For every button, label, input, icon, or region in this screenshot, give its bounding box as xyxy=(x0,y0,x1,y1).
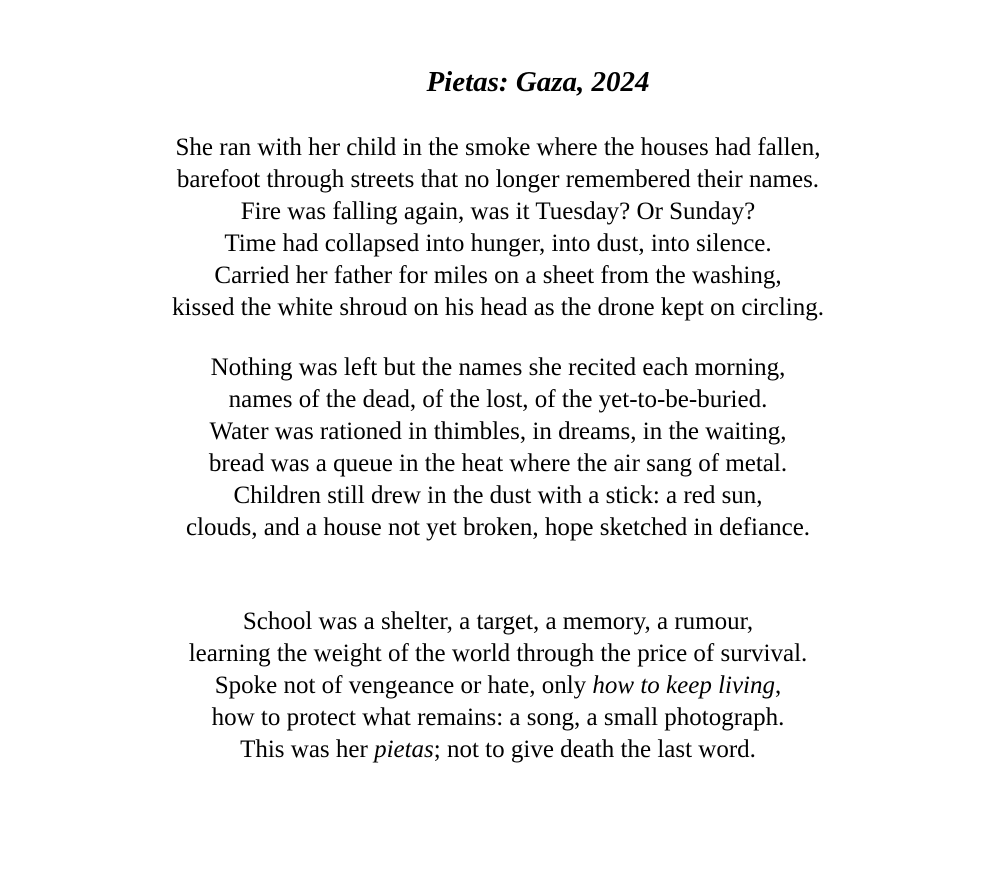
poem-line: Time had collapsed into hunger, into dust, into silence. xyxy=(224,230,772,257)
poem-line: clouds, and a house not yet broken, hope sketched in defiance. xyxy=(185,514,811,541)
stanza-1 xyxy=(0,132,996,324)
stanza-2 xyxy=(0,352,996,544)
line-text: This was her xyxy=(240,736,375,763)
emphasized-text: how to keep living xyxy=(592,672,775,699)
line-text: , xyxy=(775,672,782,699)
poem-line: barefoot through streets that no longer remembered their names. xyxy=(176,166,820,193)
poem-line-with-emphasis xyxy=(0,734,996,766)
poem-line: how to protect what remains: a song, a small photograph. xyxy=(211,704,785,731)
stanza-3 xyxy=(0,606,996,766)
poem-line: kissed the white shroud on his head as the drone kept on circling. xyxy=(172,294,824,321)
line-text: ; not to give death the last word. xyxy=(433,736,756,763)
line-text: Spoke not of vengeance or hate, only xyxy=(214,672,593,699)
poem-line-with-emphasis xyxy=(0,670,996,702)
poem-line: bread was a queue in the heat where the air sang of metal. xyxy=(208,450,788,477)
poem-title: Pietas: Gaza, 2024 xyxy=(426,66,650,98)
poem-line: Nothing was left but the names she recited each morning, xyxy=(210,354,786,381)
poem-line: Fire was falling again, was it Tuesday? Or Sunday? xyxy=(240,198,756,225)
poem-line: learning the weight of the world through the price of survival. xyxy=(188,640,808,667)
poem-line: School was a shelter, a target, a memory, a rumour, xyxy=(242,608,754,635)
poem-line: She ran with her child in the smoke where the houses had fallen, xyxy=(175,134,821,161)
poem-line: names of the dead, of the lost, of the yet-to-be-buried. xyxy=(228,386,768,413)
poem-line: Children still drew in the dust with a stick: a red sun, xyxy=(233,482,763,509)
poem-line: Carried her father for miles on a sheet from the washing, xyxy=(214,262,782,289)
emphasized-text: pietas xyxy=(374,736,434,763)
poem-line: Water was rationed in thimbles, in dreams, in the waiting, xyxy=(209,418,787,445)
